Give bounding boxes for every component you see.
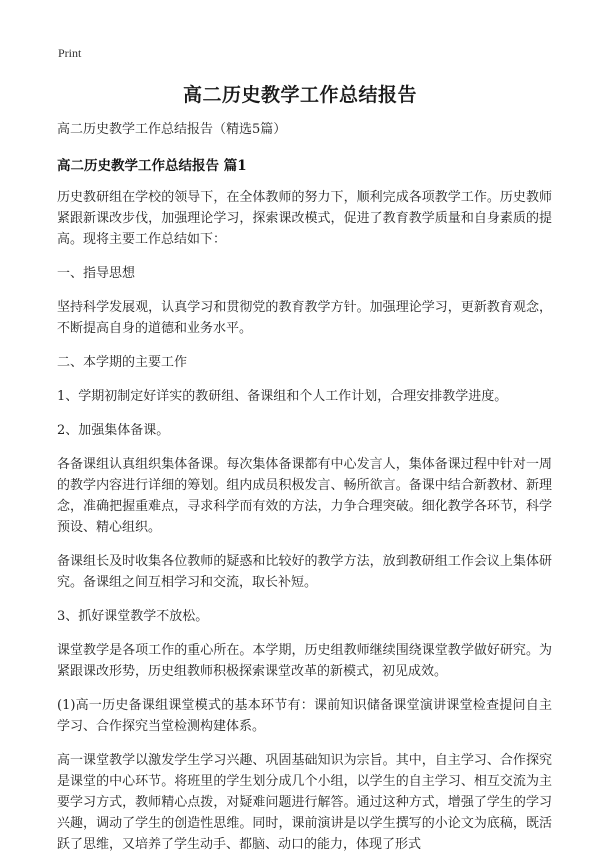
- heading-main-work: 二、本学期的主要工作: [57, 355, 188, 370]
- paragraph-collective-prep: 各备课组认真组织集体备课。每次集体备课都有中心发言人，集体备课过程中针对一周的教学内容进行详细的筹划。组内成员积极发言、畅所欲言。备课中结合新教材、新理念，准确把握重难点，寻求科学而有效的方法，力争合理突破。细化教学各环节，科学预设、精心组织。: [57, 457, 552, 535]
- section-heading: 高二历史教学工作总结报告 篇1: [57, 158, 247, 174]
- list-item-work-plan: 1、学期初制定好详实的教研组、备课组和个人工作计划，合理安排教学进度。: [57, 389, 508, 404]
- print-label: Print: [58, 46, 82, 60]
- paragraph-guiding-thought: 坚持科学发展观，认真学习和贯彻党的教育教学方针。加强理论学习，更新教育观念，不断提高自身的道德和业务水平。: [57, 300, 552, 336]
- document-content: [57, 119, 552, 868]
- list-item-classroom-teaching: 3、抓好课堂教学不放松。: [57, 609, 209, 624]
- paragraph-grade-one-model: (1)高一历史备课组课堂模式的基本环节有：课前知识储备课堂演讲课堂检查提问自主学习、合作探究当堂检测构建体系。: [57, 698, 552, 734]
- paragraph-intro: 历史教研组在学校的领导下，在全体教师的努力下，顺利完成各项教学工作。历史教师紧跟新课改步伐，加强理论学习，探索课改模式，促进了教育教学质量和自身素质的提高。现将主要工作总结如下：: [57, 190, 552, 247]
- paragraph-group-leader: 备课组长及时收集各位教师的疑惑和比较好的教学方法，放到教研组工作会议上集体研究。备课组之间互相学习和交流，取长补短。: [57, 554, 552, 590]
- heading-guiding-thought: 一、指导思想: [57, 266, 136, 281]
- list-item-collective-prep: 2、加强集体备课。: [57, 423, 170, 438]
- document-subtitle: 高二历史教学工作总结报告（精选5篇）: [57, 122, 287, 137]
- paragraph-grade-one-teaching: 高一课堂教学以激发学生学习兴趣、巩固基础知识为宗旨。其中，自主学习、合作探究是课堂的中心环节。将班里的学生划分成几个小组，以学生的自主学习、相互交流为主要学习方式，教师精心点拨，对疑难问题进行解答。通过这种方式，增强了学生的学习兴趣，调动了学生的创造性思维。同时，课前演讲是以学生撰写的小论文为底稿，既活跃了思维，又培养了学生动手、都脑、动口的能力，体现了形式: [57, 753, 552, 852]
- document-title: 高二历史教学工作总结报告: [182, 84, 417, 106]
- paragraph-classroom-teaching: 课堂教学是各项工作的重心所在。本学期，历史组教师继续围绕课堂教学做好研究。为紧跟课改形势，历史组教师积极探索课堂改革的新模式，初见成效。: [57, 643, 552, 679]
